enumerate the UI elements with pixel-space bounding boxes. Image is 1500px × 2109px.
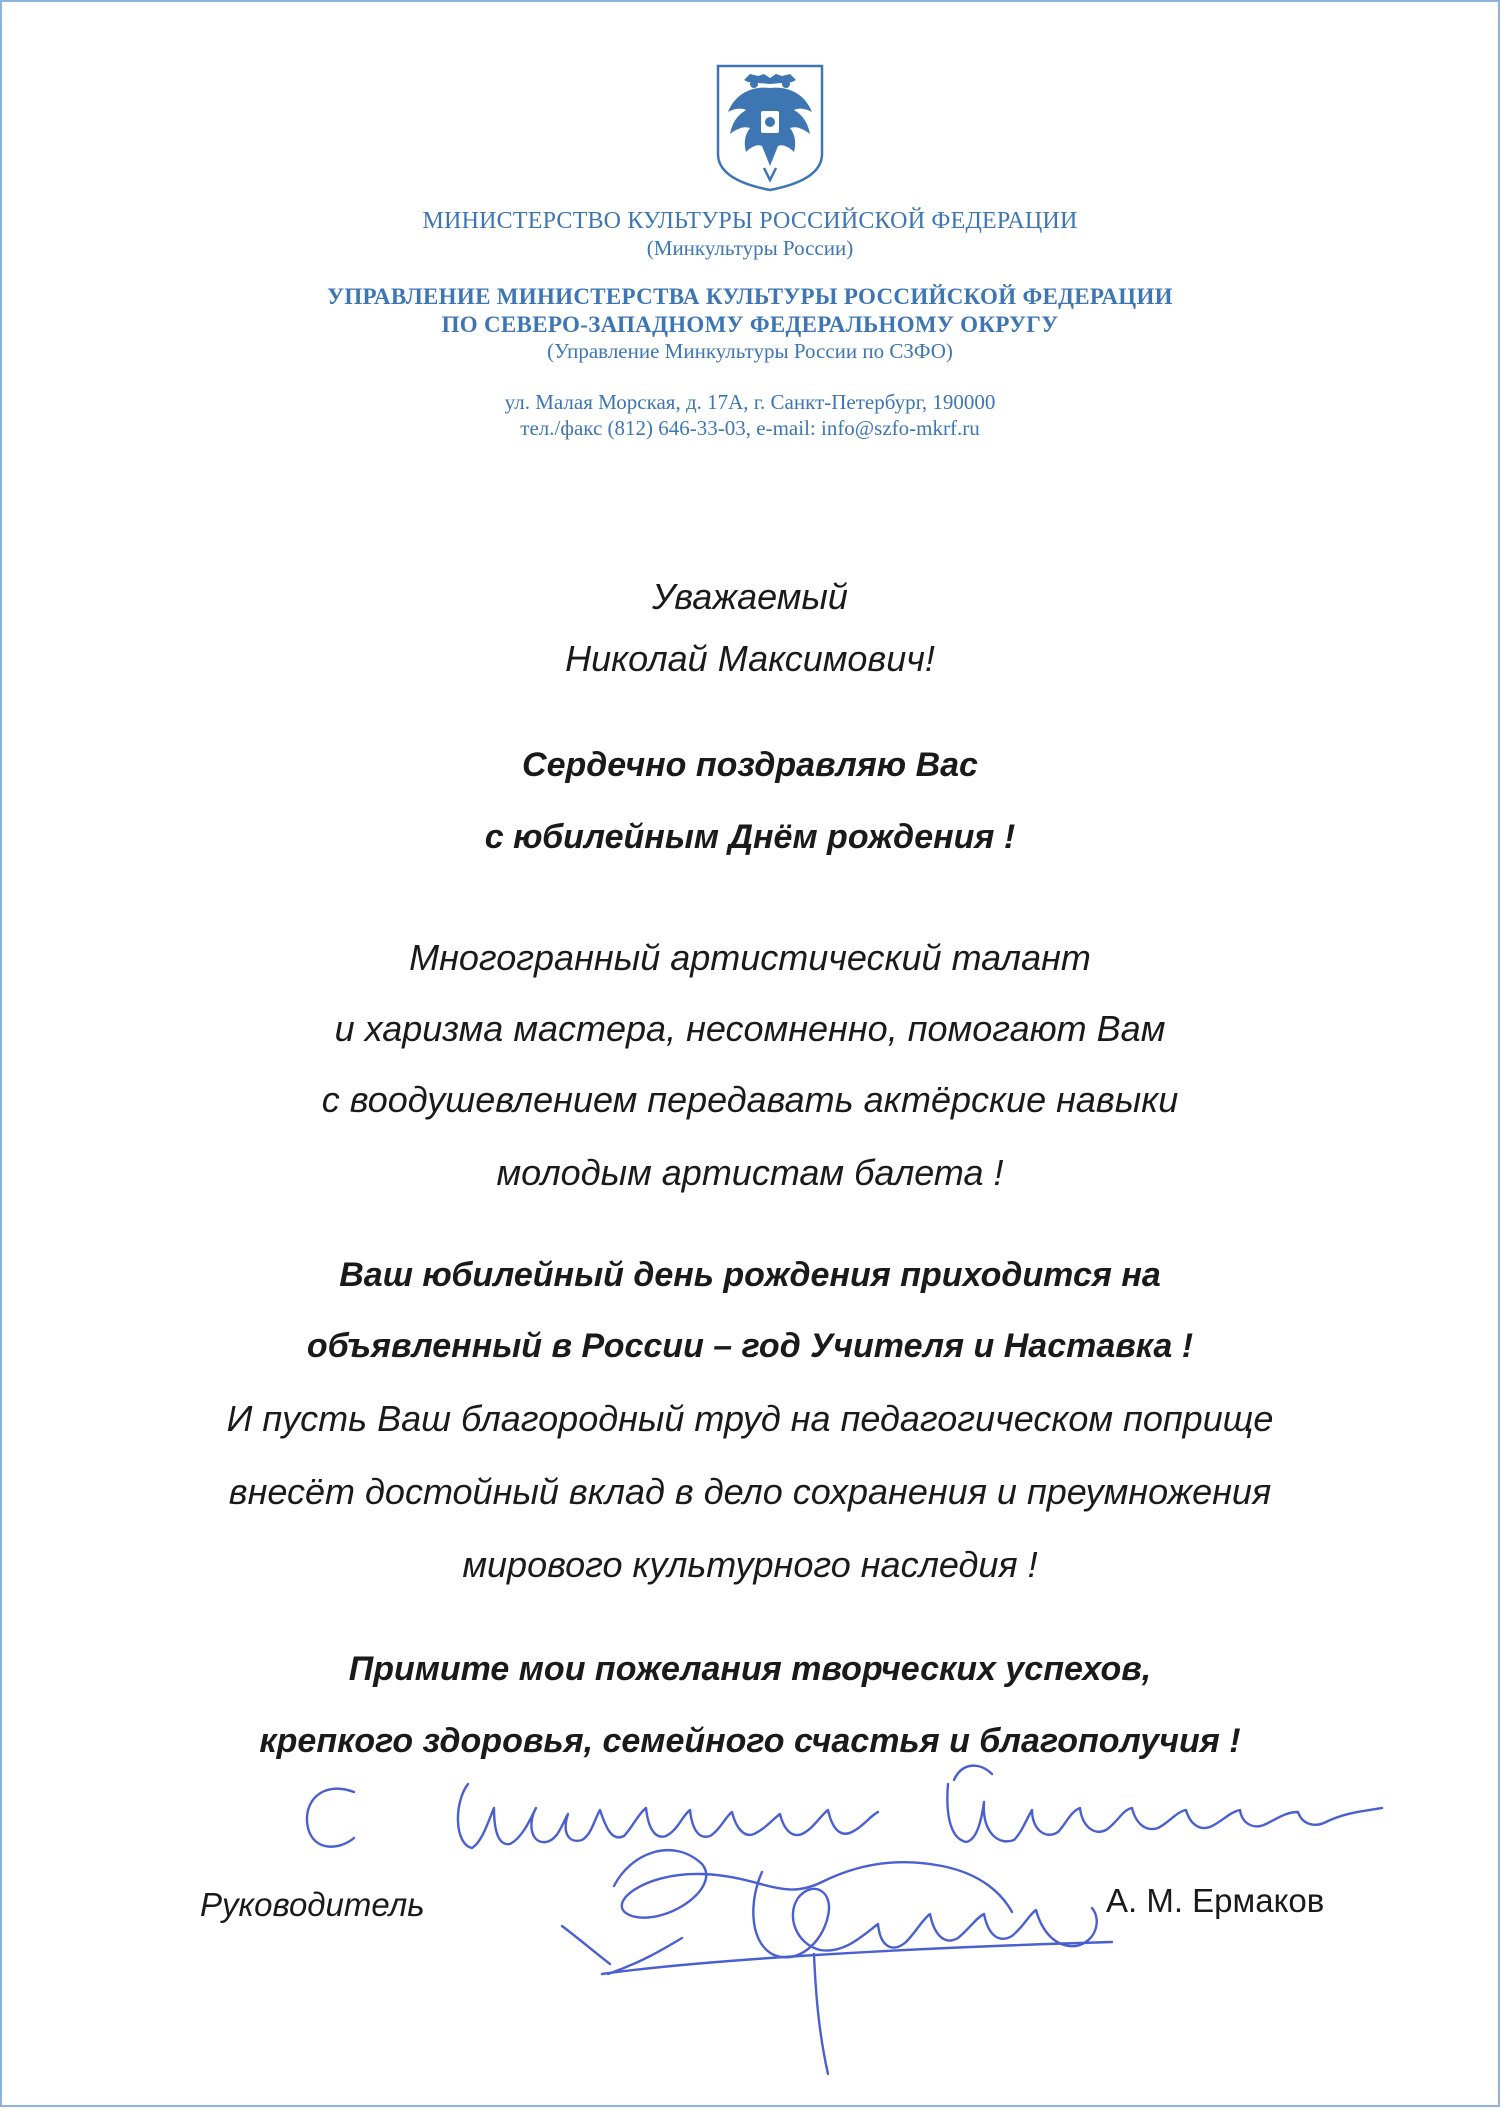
salutation-line: Уважаемый xyxy=(652,576,848,617)
signatory-title: Руководитель xyxy=(200,1886,425,1923)
salutation-line: Николай Максимович! xyxy=(565,638,935,679)
wishes-line: Примите мои пожелания творческих успехов, xyxy=(348,1650,1152,1688)
department-short-name: (Управление Минкультуры России по СЗФО) xyxy=(547,339,953,363)
ministry-name: МИНИСТЕРСТВО КУЛЬТУРЫ РОССИЙСКОЙ ФЕДЕРАЦИИ xyxy=(422,208,1078,234)
paragraph-line: И пусть Ваш благородный труд на педагогическом поприще xyxy=(226,1398,1274,1439)
department-name-line1: УПРАВЛЕНИЕ МИНИСТЕРСТВА КУЛЬТУРЫ РОССИЙСКОЙ ФЕДЕРАЦИИ xyxy=(327,284,1173,309)
highlight-line: объявленный в России – год Учителя и Наставка ! xyxy=(306,1327,1194,1365)
congratulation-line: Сердечно поздравляю Вас xyxy=(522,746,978,784)
paragraph-line: и харизма мастера, несомненно, помогают Вам xyxy=(334,1008,1166,1049)
highlight-line: Ваш юбилейный день рождения приходится на xyxy=(339,1256,1161,1294)
department-contacts: тел./факс (812) 646-33-03, e-mail: info@szfo-mkrf.ru xyxy=(520,416,980,440)
ministry-short-name: (Минкультуры России) xyxy=(646,236,854,260)
coat-of-arms-icon xyxy=(714,62,826,194)
department-address: ул. Малая Морская, д. 17А, г. Санкт-Петербург, 190000 xyxy=(504,390,996,414)
signatory-name: А. М. Ермаков xyxy=(1106,1882,1325,1919)
department-name-line2: ПО СЕВЕРО-ЗАПАДНОМУ ФЕДЕРАЛЬНОМУ ОКРУГУ xyxy=(441,312,1059,337)
congratulation-line: с юбилейным Днём рождения ! xyxy=(484,818,1016,856)
paragraph-line: с воодушевлением передавать актёрские навыки xyxy=(321,1079,1179,1120)
paragraph-line: молодым артистам балета ! xyxy=(496,1152,1004,1193)
paragraph-line: внесёт достойный вклад в дело сохранения и преумножения xyxy=(228,1471,1272,1512)
paragraph-line: Многогранный артистический талант xyxy=(409,937,1091,978)
paragraph-line: мирового культурного наследия ! xyxy=(462,1544,1038,1585)
wishes-line: крепкого здоровья, семейного счастья и благополучия ! xyxy=(259,1722,1241,1760)
